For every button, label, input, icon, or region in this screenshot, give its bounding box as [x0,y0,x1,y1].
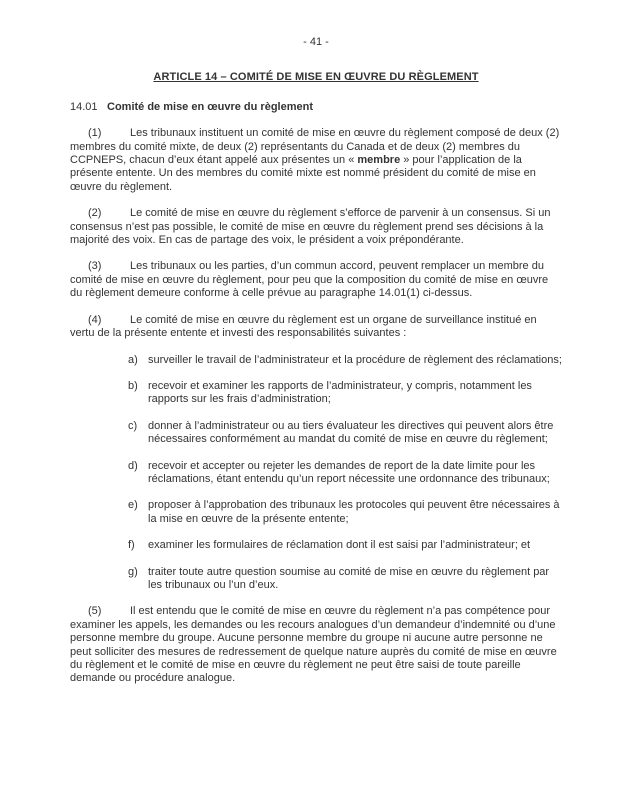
paragraph-3 [70,260,562,300]
section-heading [70,101,562,114]
list-item-e [128,499,562,526]
paragraph-4-number: (4) [88,313,102,326]
section-title: Comité de mise en œuvre du règlement [107,100,313,113]
list-item-c-marker: c) [128,419,138,432]
list-item-c [128,420,562,447]
list-item-g [128,566,562,593]
list-item-f-marker: f) [128,539,135,552]
list-item-b-marker: b) [128,379,138,392]
list-item-e-marker: e) [128,499,138,512]
paragraph-1-text-post: » pour l’application de la présente entente. Un des membres du comité mixte est nommé président du comité de mise en œuvre du règlement. [70,154,536,193]
paragraph-2-text: Le comité de mise en œuvre du règlement s’efforce de parvenir à un consensus. Si un consensus n’est pas possible, le comité de mise en œuvre du règlement prend ses décisions à la majorité des voix. En cas de partage des voix, le président a voix prépondérante. [70,207,551,247]
paragraph-3-number: (3) [88,260,102,273]
list-item-a [128,354,562,367]
defined-term-membre: membre [357,154,401,167]
list-item-a-text: surveiller le travail de l’administrateur et la procédure de règlement des réclamations; [148,353,562,366]
section-number: 14.01 [70,100,98,113]
paragraph-5-number: (5) [88,605,102,618]
paragraph-4-text: Le comité de mise en œuvre du règlement est un organe de surveillance institué en vertu de la présente entente et investi des responsabilités suivantes : [70,313,537,340]
paragraph-5 [70,605,562,685]
paragraph-1-text-pre: Les tribunaux instituent un comité de mise en œuvre du règlement composé de deux (2) membres du comité mixte, de deux (2) représentants du Canada et de deux (2) membres du CCPNEPS, chacun d’eux étant appelé aux présentes un « [70,127,560,167]
list-item-a-marker: a) [128,353,138,366]
paragraph-3-text: Les tribunaux ou les parties, d’un commun accord, peuvent remplacer un membre du comité de mise en œuvre du règlement, pour peu que la composition du comité de mise en œuvre du règlement demeure conforme à celle prévue au paragraphe 14.01(1) ci-dessus. [70,260,549,300]
list-item-b-text: recevoir et examiner les rapports de l’administrateur, y compris, notamment les rapports sur les frais d’administration; [148,379,532,406]
list-item-g-text: traiter toute autre question soumise au comité de mise en œuvre du règlement par les tribunaux ou l’un d’eux. [148,565,550,591]
list-item-d [128,460,562,487]
list-item-g-marker: g) [128,565,138,578]
paragraph-2-number: (2) [88,207,102,220]
responsibilities-list [128,354,562,593]
paragraph-1-number: (1) [88,127,102,140]
page-number: - 41 - [303,36,329,48]
paragraph-1 [70,127,562,194]
paragraph-2 [70,207,562,247]
paragraph-4 [70,314,562,341]
list-item-e-text: proposer à l’approbation des tribunaux les protocoles qui peuvent être nécessaires à la mise en œuvre de la présente entente; [148,499,560,525]
paragraph-5-text: Il est entendu que le comité de mise en œuvre du règlement n’a pas compétence pour examiner les appels, les demandes ou les recours analogues d’un demandeur d’indemnité ou d’une personne membre du groupe. Aucune personne membre du groupe ni aucune autre personne ne peut solliciter des mesures de redressement de quelque nature auprès du comité de mise en œuvre du règlement et le comité de mise en œuvre du règlement ne peut être saisi de toute pareille demande ou procédure analogue. [70,605,557,685]
list-item-b [128,380,562,407]
list-item-d-text: recevoir et accepter ou rejeter les demandes de report de la date limite pour les réclamations, étant entendu qu’un report nécessite une ordonnance des tribunaux; [148,459,550,485]
article-heading: ARTICLE 14 – COMITÉ DE MISE EN ŒUVRE DU RÈGLEMENT [153,71,479,84]
list-item-c-text: donner à l’administrateur ou au tiers évaluateur les directives qui peuvent alors être nécessaires conformément au mandat du comité de mise en œuvre du règlement; [148,419,554,446]
list-item-f-text: examiner les formulaires de réclamation dont il est saisi par l’administrateur; et [148,539,531,552]
list-item-f [128,539,562,552]
list-item-d-marker: d) [128,459,138,472]
